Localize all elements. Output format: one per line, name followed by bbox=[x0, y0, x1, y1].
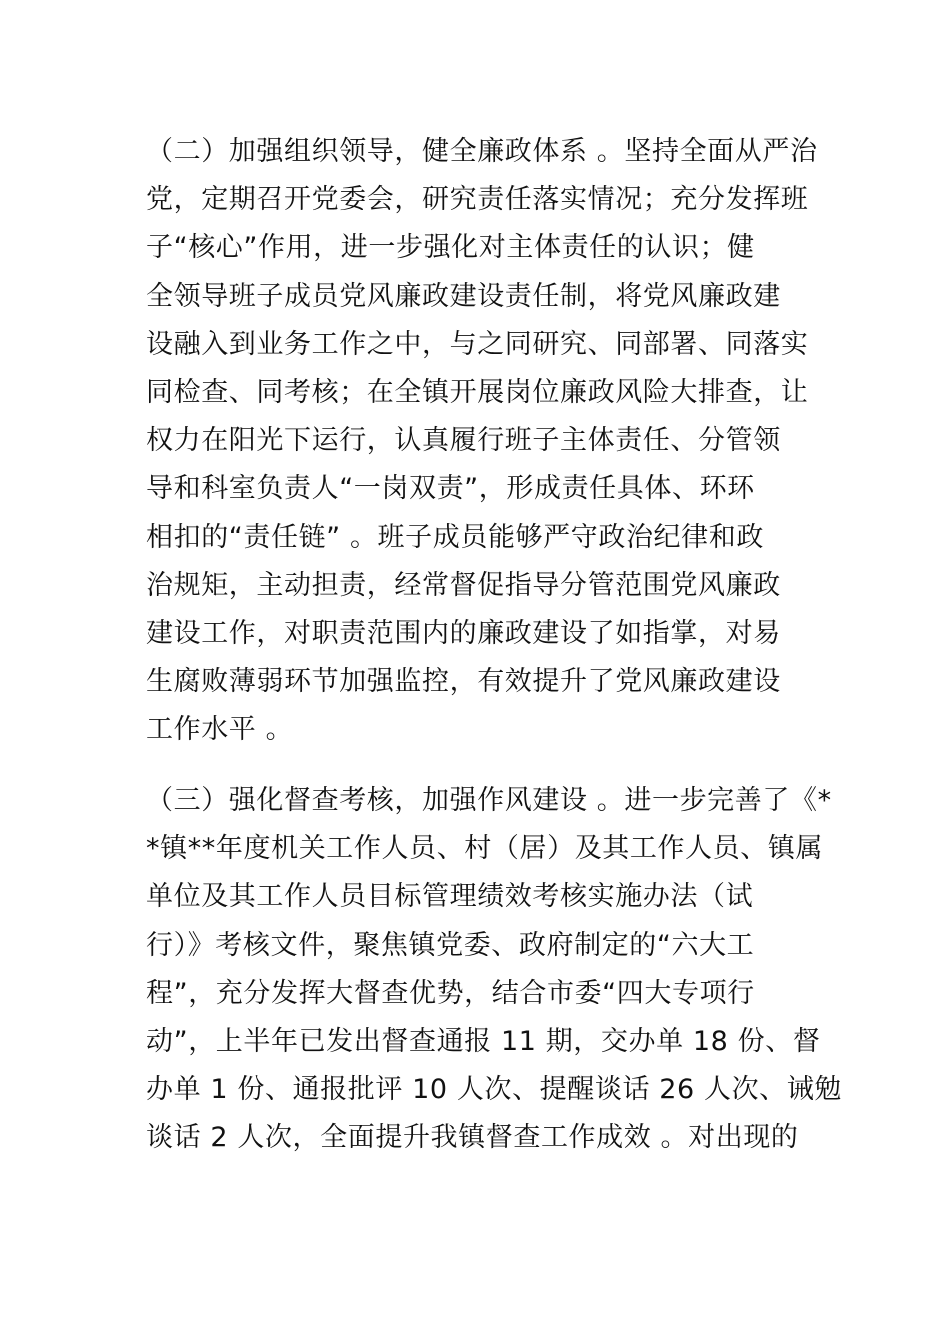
paragraph-line: 程”，充分发挥大督查优势，结合市委“四大专项行 bbox=[146, 977, 755, 1009]
paragraph-line: 建设工作，对职责范围内的廉政建设了如指掌，对易 bbox=[146, 617, 781, 649]
paragraph-line: 子“核心”作用，进一步强化对主体责任的认识；健 bbox=[146, 232, 755, 264]
paragraph-line: 生腐败薄弱环节加强监控，有效提升了党风廉政建设 bbox=[146, 666, 781, 698]
paragraph-line: *镇**年度机关工作人员、村（居）及其工作人员、镇属 bbox=[146, 833, 824, 865]
paragraph-line: 党，定期召开党委会，研究责任落实情况；充分发挥班 bbox=[146, 184, 809, 216]
paragraph-organization-leadership bbox=[146, 128, 818, 754]
paragraph-line: 治规矩，主动担责，经常督促指导分管范围党风廉政 bbox=[146, 569, 781, 601]
paragraph-line: 设融入到业务工作之中，与之同研究、同部署、同落实 bbox=[146, 328, 809, 360]
paragraph-line: 权力在阳光下运行，认真履行班子主体责任、分管领 bbox=[146, 425, 781, 457]
paragraph-line: 相扣的“责任链” 。班子成员能够严守政治纪律和政 bbox=[146, 521, 764, 553]
paragraph-line: 工作水平 。 bbox=[146, 714, 294, 746]
paragraph-line: （三）强化督查考核，加强作风建设 。进一步完善了《* bbox=[146, 785, 832, 816]
paragraph-line: 谈话 2 人次，全面提升我镇督查工作成效 。对出现的 bbox=[146, 1122, 799, 1154]
paragraph-line: 动”，上半年已发出督查通报 11 期，交办单 18 份、督 bbox=[146, 1025, 821, 1057]
paragraph-line: （二）加强组织领导，健全廉政体系 。坚持全面从严治 bbox=[146, 136, 818, 167]
paragraph-line: 办单 1 份、通报批评 10 人次、提醒谈话 26 人次、诫勉 bbox=[146, 1074, 842, 1106]
paragraph-supervision-assessment bbox=[146, 777, 842, 1163]
paragraph-line: 全领导班子成员党风廉政建设责任制，将党风廉政建 bbox=[146, 280, 781, 312]
paragraph-line: 行）》考核文件，聚焦镇党委、政府制定的“六大工 bbox=[146, 929, 755, 961]
paragraph-line: 同检查、同考核；在全镇开展岗位廉政风险大排查，让 bbox=[146, 376, 809, 408]
paragraph-line: 单位及其工作人员目标管理绩效考核实施办法（试 bbox=[146, 881, 754, 913]
paragraph-line: 导和科室负责人“一岗双责”，形成责任具体、环环 bbox=[146, 473, 755, 505]
